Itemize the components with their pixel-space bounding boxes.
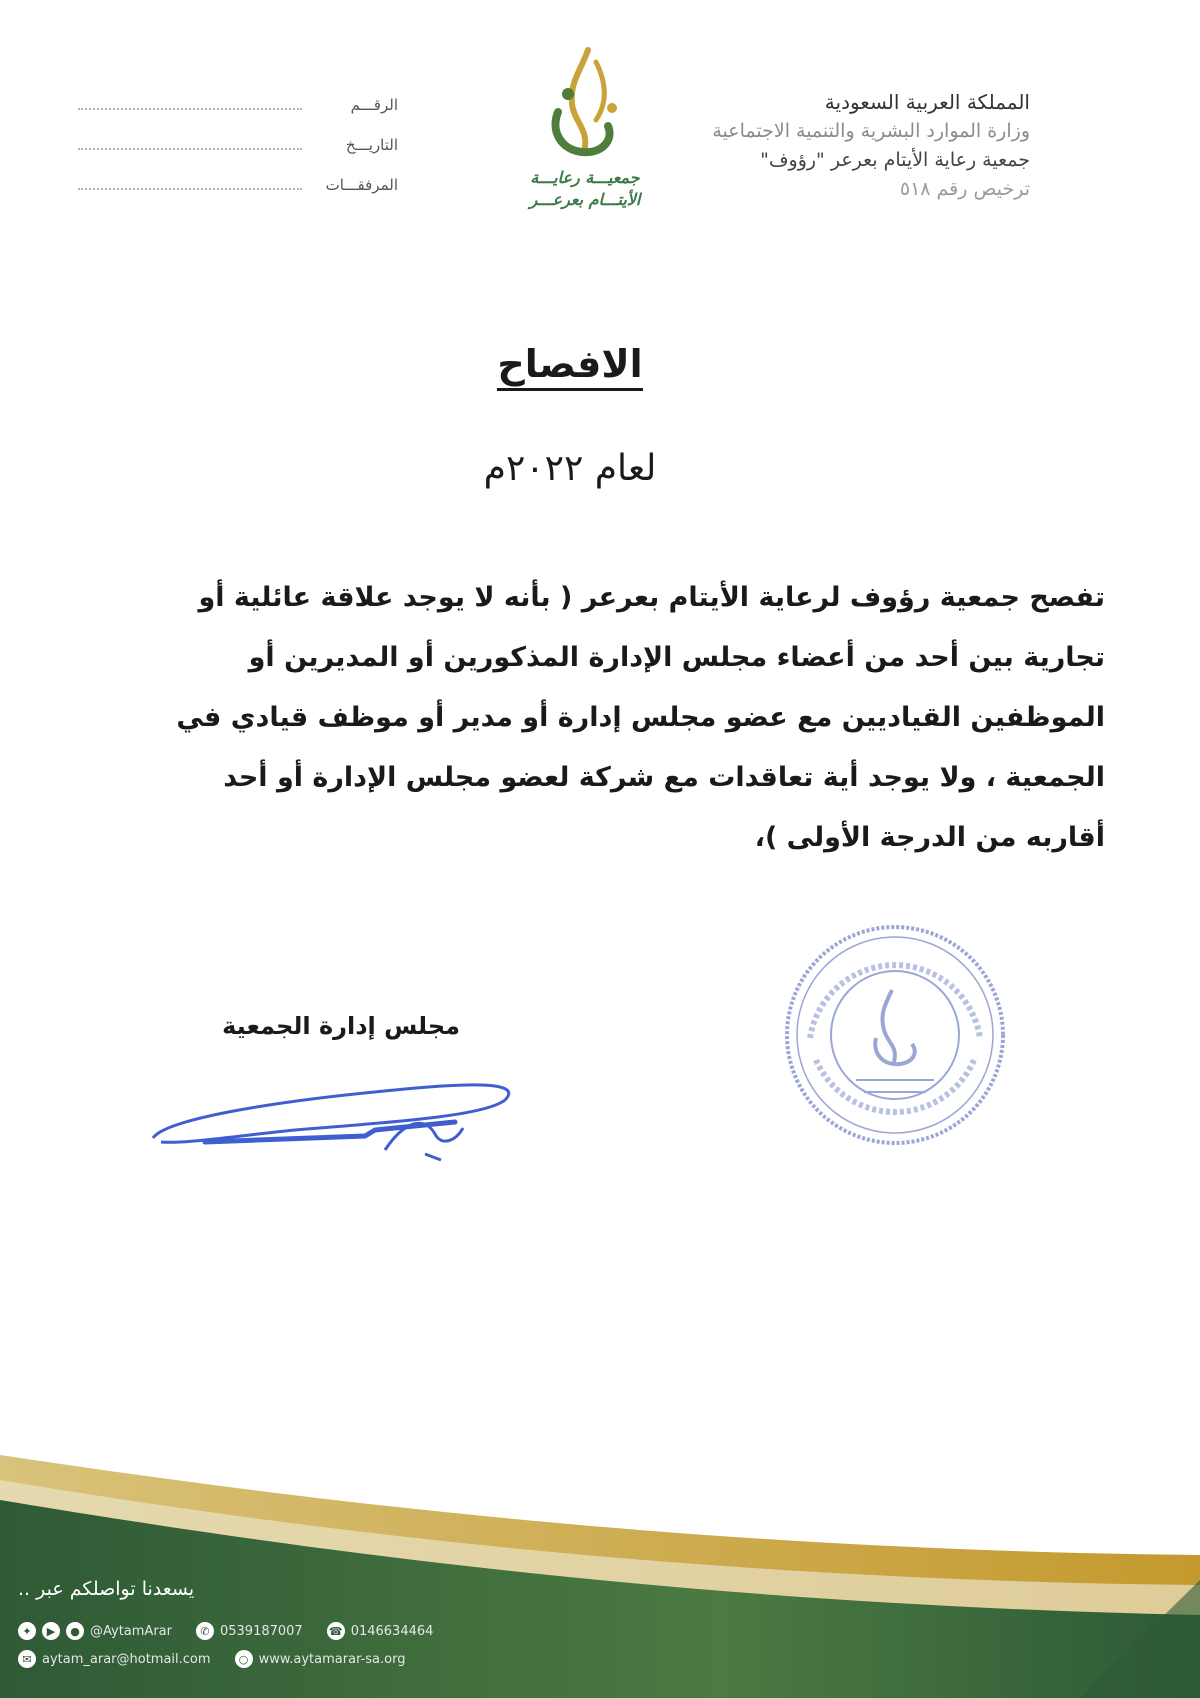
association-line: جمعية رعاية الأيتام بعرعر "رؤوف" <box>760 149 1030 171</box>
body-line: الموظفين القياديين مع عضو مجلس إدارة أو مدير أو موظف قيادي في <box>176 702 1105 733</box>
youtube-icon: ▶ <box>42 1622 60 1640</box>
license-line: ترخيص رقم ٥١٨ <box>899 178 1030 200</box>
whatsapp-icon: ✆ <box>196 1622 214 1640</box>
official-stamp <box>780 920 1010 1150</box>
email-icon: ✉ <box>18 1650 36 1668</box>
ref-attachments-dots <box>78 187 302 190</box>
ref-number-row <box>78 96 398 136</box>
phone-number[interactable]: 0146634464 <box>350 1623 434 1639</box>
document-year: لعام ٢٠٢٢م <box>483 448 657 489</box>
document-title-text: الافصاح <box>497 342 642 391</box>
body-line: الجمعية ، ولا يوجد أية تعاقدات مع شركة لعضو مجلس الإدارة أو أحد <box>223 762 1105 793</box>
ref-date-label: التاريـــخ <box>345 136 398 154</box>
ref-number-dots <box>78 107 302 110</box>
footer-web-row <box>18 1650 405 1668</box>
mobile-number[interactable]: 0539187007 <box>219 1623 303 1639</box>
ref-attachments-row <box>78 176 398 216</box>
ref-number-label: الرقـــم <box>350 96 398 114</box>
ref-date-row <box>78 136 398 176</box>
signatory-label: مجلس إدارة الجمعية <box>222 1012 460 1040</box>
logo-text-line-2: الأيتـــام بعرعـــر <box>529 190 641 209</box>
snapchat-icon: ● <box>66 1622 84 1640</box>
email-address[interactable]: aytam_arar@hotmail.com <box>42 1651 211 1667</box>
footer-contacts-row <box>18 1622 433 1640</box>
handwritten-signature <box>145 1050 525 1170</box>
globe-icon: ○ <box>235 1650 253 1668</box>
social-handle[interactable]: @AytamArar <box>90 1623 172 1639</box>
ref-attachments-label: المرفقـــات <box>325 176 398 194</box>
ministry-line: وزارة الموارد البشرية والتنمية الاجتماعية <box>712 120 1030 142</box>
org-header <box>610 88 1030 204</box>
logo-emblem-icon <box>510 42 660 167</box>
document-title <box>0 342 1140 386</box>
reference-fields <box>78 96 398 216</box>
country-line: المملكة العربية السعودية <box>824 90 1030 114</box>
body-line: أقاربه من الدرجة الأولى )، <box>754 822 1105 853</box>
association-logo <box>510 42 660 212</box>
ref-date-dots <box>78 147 302 150</box>
footer-tagline: يسعدنا تواصلكم عبر .. <box>18 1578 195 1600</box>
disclosure-body <box>170 568 1105 868</box>
body-line: تفصح جمعية رؤوف لرعاية الأيتام بعرعر ( بأنه لا يوجد علاقة عائلية أو <box>198 582 1105 613</box>
phone-icon: ☎ <box>327 1622 345 1640</box>
logo-text-line-1: جمعيـــة رعايـــة <box>530 168 640 187</box>
twitter-icon: ✦ <box>18 1622 36 1640</box>
website-url[interactable]: www.aytamarar-sa.org <box>258 1651 406 1667</box>
body-line: تجارية بين أحد من أعضاء مجلس الإدارة المذكورين أو المديرين أو <box>248 642 1105 673</box>
